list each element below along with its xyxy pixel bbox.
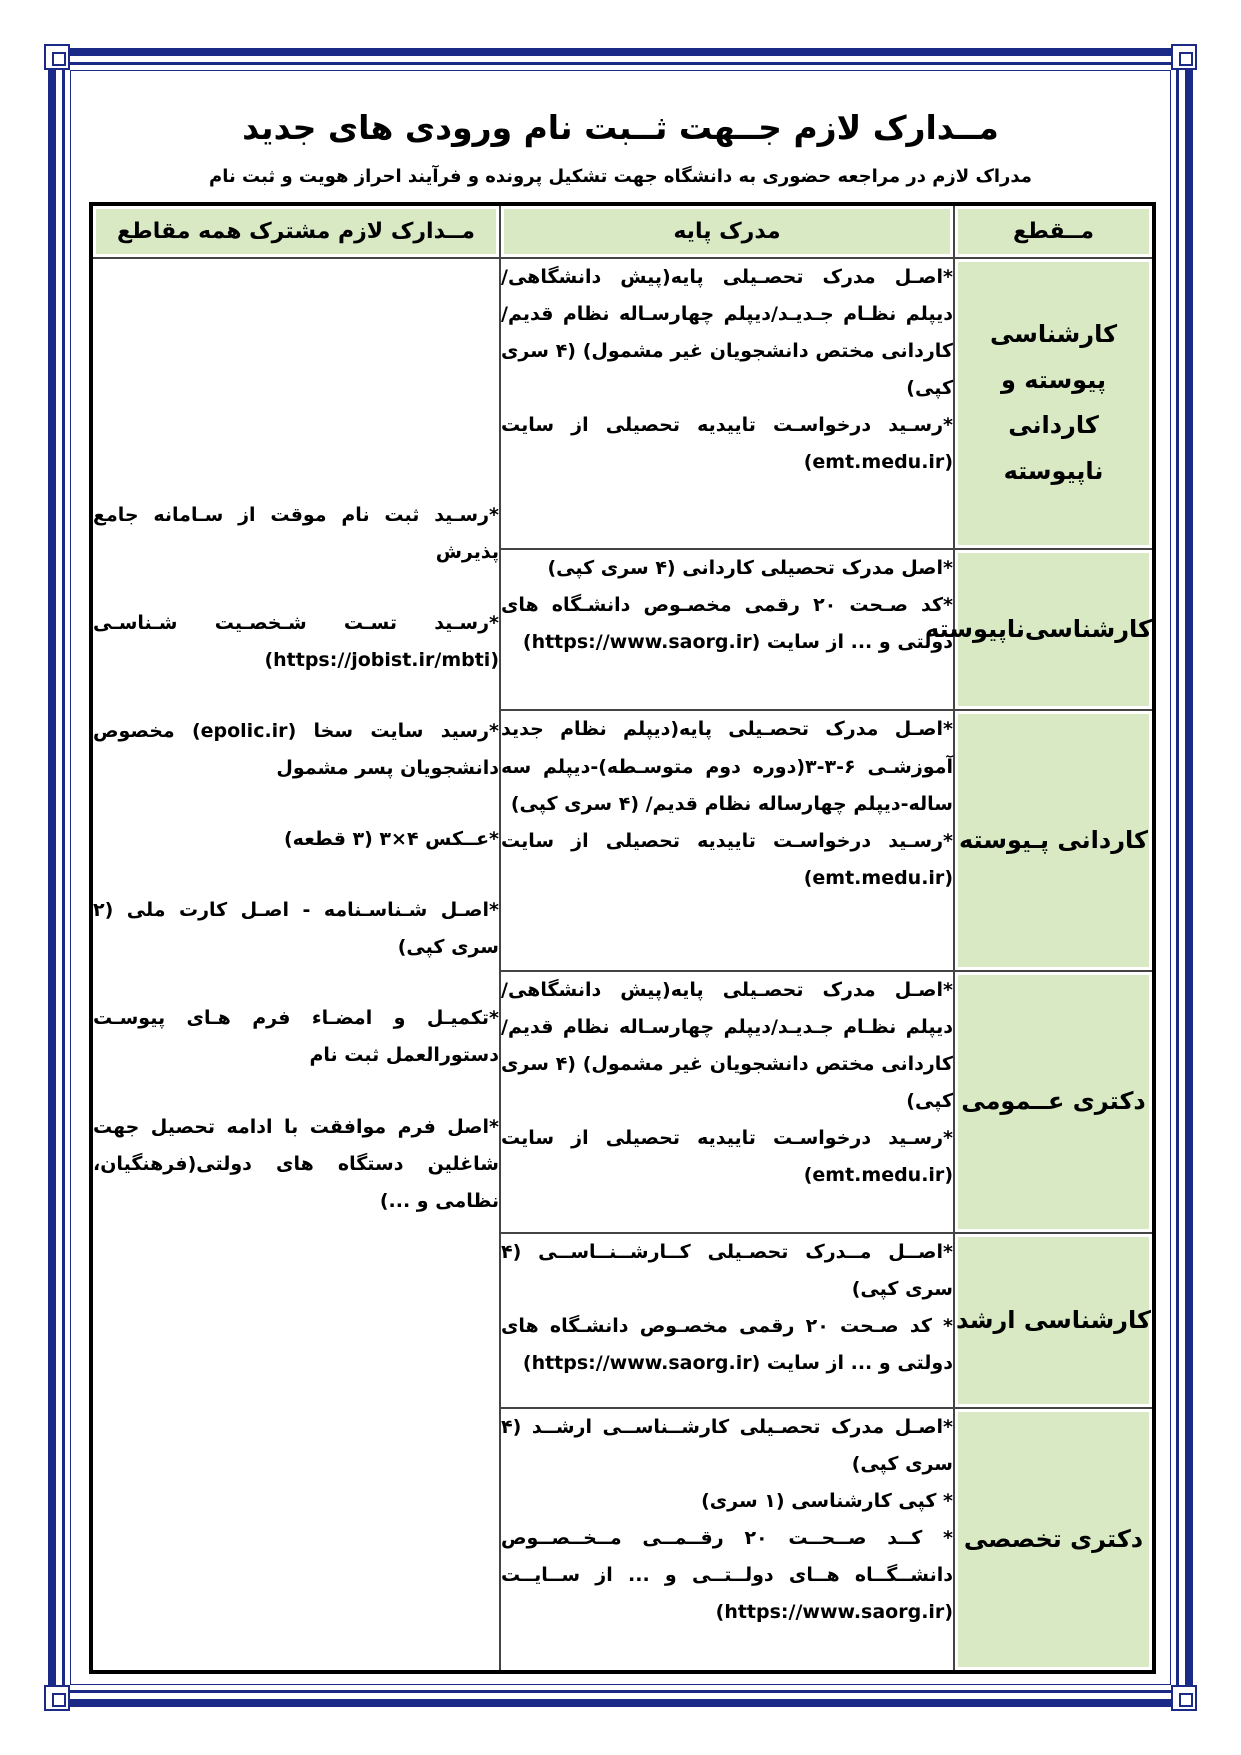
header-level: مــقطع	[954, 204, 1154, 258]
common-document-item: *اصل فرم موافقت با ادامه تحصیل جهت شاغلین دستگاه های دولتی(فرهنگیان، نظامی و ...)	[93, 1115, 499, 1212]
table-row	[91, 258, 1154, 549]
basic-document-item: *اصـل مدرک تحصـیلی پایه(دیپلم نظام جدید آموزشـی ۶-۳-۳(دوره دوم متوسـطه)-دیپلم سه ساله-دیپلم چهارساله نظام قدیم/ (۴ سری کپی)	[501, 718, 953, 815]
common-document-item: *رسـید تسـت شـخصـیت شـناسـی (https://jobist.ir/mbti)	[93, 612, 499, 672]
common-documents-cell	[91, 258, 500, 1672]
level-cell: دکتری عــمومی	[954, 971, 1154, 1233]
level-cell: کارشناسی ارشد	[954, 1233, 1154, 1408]
basic-document-cell	[500, 710, 954, 971]
level-cell: کارشناسی پیوسته و کاردانی ناپیوسته	[954, 258, 1154, 549]
basic-document-cell	[500, 1233, 954, 1408]
header-basic-document: مدرک پایه	[500, 204, 954, 258]
basic-document-cell	[500, 1408, 954, 1672]
common-top-spacer	[93, 259, 499, 497]
common-document-item: *عــکس ۴×۳ (۳ قطعه)	[284, 828, 499, 851]
basic-document-item: *اصـل مدرک تحصـیلی پایه(پیش دانشگاهی/ دیپلم نظـام جـدیـد/دیپلم چهارسـاله نظام قدیم/کاردانی مختص دانشجویان غیر مشمول) (۴ سری کپی)	[501, 979, 953, 1113]
level-cell: کاردانی پـیوسته	[954, 710, 1154, 971]
basic-document-item: *رسـید درخواسـت تاییدیه تحصیلی از سایت (emt.medu.ir)	[501, 414, 953, 474]
basic-document-item: * کــد صــحــت ۲۰ رقــمــی مــخــصــوص دانشــگــاه هــای دولــتــی و ... از ســایــت (https://www.saorg.ir)	[501, 1527, 953, 1624]
common-document-item: *رسید سایت سخا (epolic.ir) مخصوص دانشجویان پسر مشمول	[93, 720, 499, 780]
basic-document-item: *رسـید درخواسـت تاییدیه تحصیلی از سایت (emt.medu.ir)	[501, 1127, 953, 1187]
basic-document-item: *کد صـحت ۲۰ رقمی مخصـوص دانشـگاه های دولتی و ... از سایت (https://www.saorg.ir)	[501, 593, 953, 653]
corner-ornament-top-right	[1171, 44, 1197, 70]
documents-table	[89, 202, 1156, 1674]
level-cell: دکتری تخصصی	[954, 1408, 1154, 1672]
basic-document-cell	[500, 258, 954, 549]
page-title: مــدارک لازم جــهت ثــبت نام ورودی های جدید	[242, 108, 999, 147]
page-subtitle: مدراک لازم در مراجعه حضوری به دانشگاه جهت تشکیل پرونده و فرآیند احراز هویت و ثبت نام	[209, 166, 1032, 187]
basic-document-item: *اصـل مدرک تحصـیلی پایه(پیش دانشگاهی/ دیپلم نظـام جـدیـد/دیپلم چهارسـاله نظام قدیم/کاردانی مختص دانشجویان غیر مشمول) (۴ سری کپی)	[501, 266, 953, 400]
basic-document-item: * کد صـحت ۲۰ رقمی مخصـوص دانشـگاه های دولتی و ... از سایت (https://www.saorg.ir)	[501, 1314, 953, 1374]
basic-document-item: *اصـل مدرک تحصـیلی کارشــناســی ارشــد (۴ سری کپی)	[501, 1416, 953, 1476]
level-cell: کارشناسی‌ناپیوسته	[954, 549, 1154, 711]
basic-document-cell	[500, 971, 954, 1233]
corner-ornament-bottom-right	[1171, 1685, 1197, 1711]
table-header-row	[91, 204, 1154, 258]
basic-document-item: *اصل مدرک تحصیلی کاردانی (۴ سری کپی)	[547, 556, 953, 579]
common-document-item: *رسـید ثبت نام موقت از سـامانه جامع پذیرش	[93, 504, 499, 564]
basic-document-item: *رسـید درخواسـت تاییدیه تحصیلی از سایت (emt.medu.ir)	[501, 829, 953, 889]
basic-document-item: *اصــل مــدرک تحصـیلی کــارشــنــاســی (۴ سری کپی)	[501, 1240, 953, 1300]
corner-ornament-top-left	[44, 44, 70, 70]
common-document-item: *تکمیـل و امضـاء فرم هـای پیوسـت دستورالعمل ثبت نام	[93, 1007, 499, 1067]
corner-ornament-bottom-left	[44, 1685, 70, 1711]
header-common-documents: مــدارک لازم مشترک همه مقاطع	[91, 204, 500, 258]
basic-document-item: * کپی کارشناسی (۱ سری)	[701, 1490, 953, 1513]
basic-document-cell	[500, 549, 954, 711]
common-document-item: *اصـل شـناسـنامه - اصـل کارت ملی (۲ سری کپی)	[93, 899, 499, 959]
